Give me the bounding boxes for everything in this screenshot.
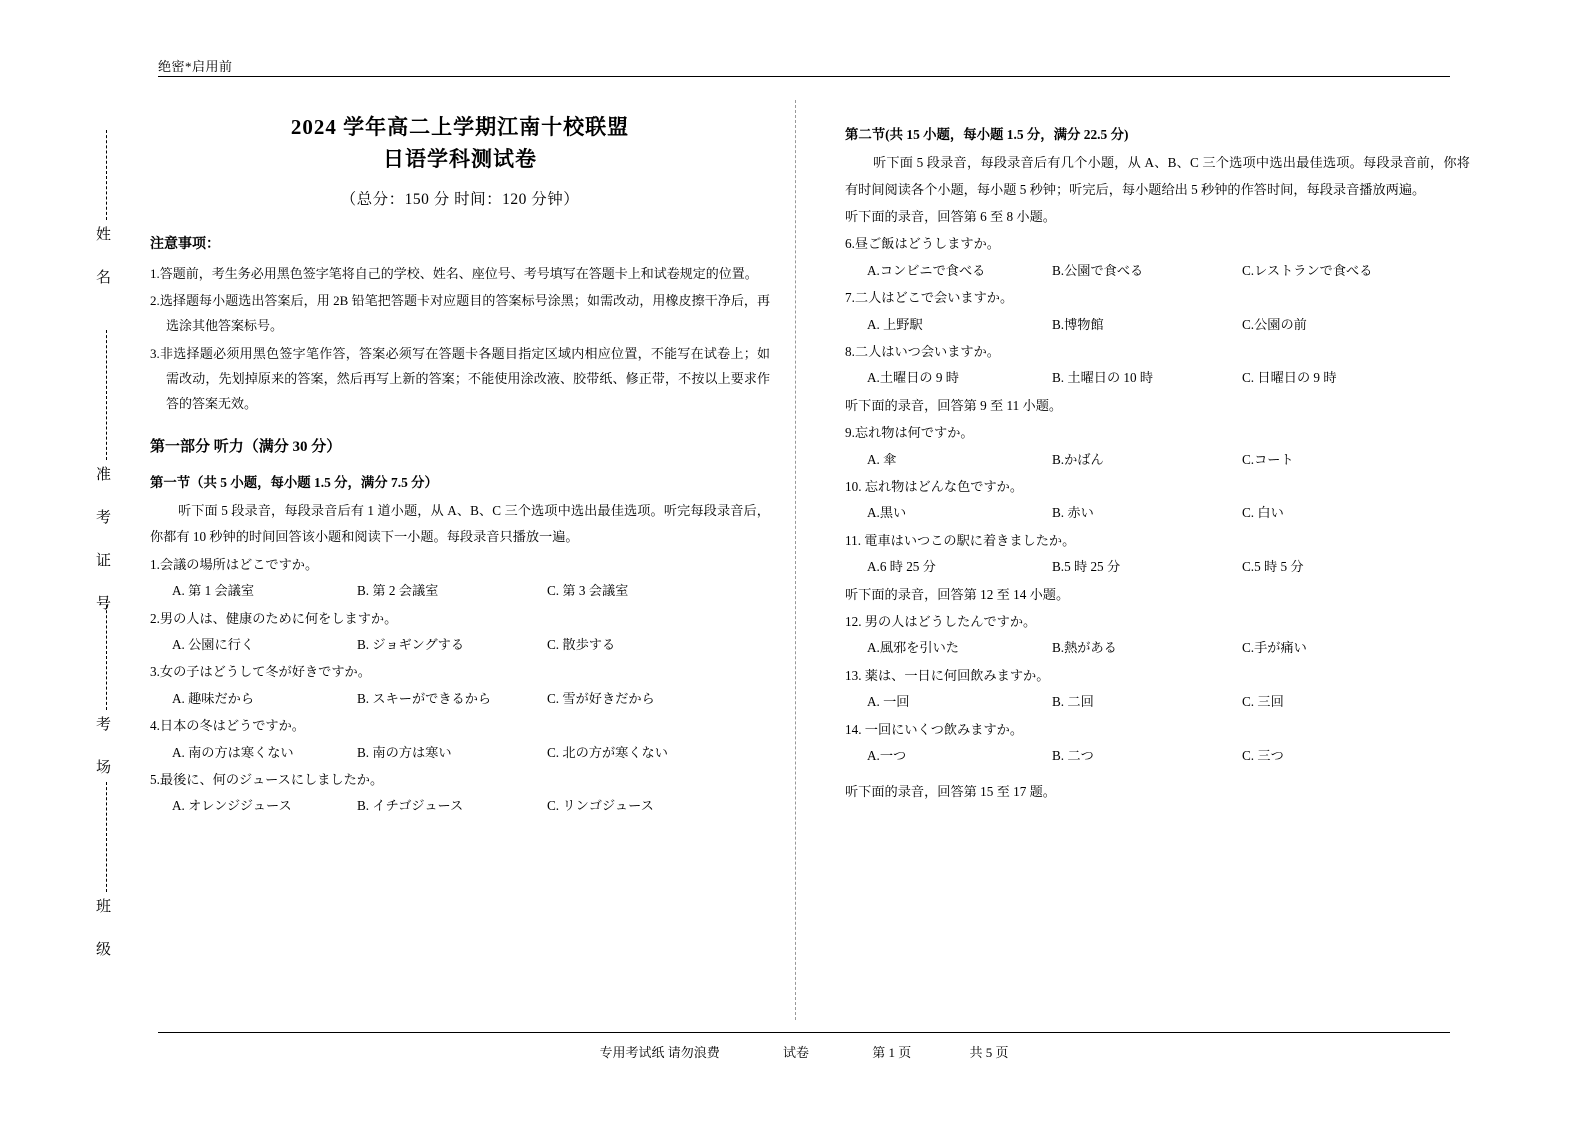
option-c[interactable]: C. 日曜日の 9 時 xyxy=(1242,370,1337,386)
question-options xyxy=(150,632,770,658)
option-c[interactable]: C.レストランで食べる xyxy=(1242,262,1373,278)
seal-label-name: 姓 名 xyxy=(94,226,110,290)
option-c[interactable]: C. 雪が好きだから xyxy=(547,690,655,706)
notice-item: 2.选择题每小题选出答案后，用 2B 铅笔把答题卡对应题目的答案标号涂黑；如需改动，用橡皮擦干净后，再选涂其他答案标号。 xyxy=(150,292,770,334)
question-stem: 5.最後に、何のジュースにしましたか。 xyxy=(150,772,384,788)
question-stem: 14. 一回にいくつ飲みますか。 xyxy=(845,721,1024,737)
question-options xyxy=(845,689,1470,715)
question-options xyxy=(150,686,770,712)
question-options xyxy=(150,740,770,766)
option-c[interactable]: C.5 時 5 分 xyxy=(1242,559,1304,575)
question-options xyxy=(845,258,1470,284)
option-c[interactable]: C.コート xyxy=(1242,451,1294,467)
option-b[interactable]: B. 南の方は寒い xyxy=(357,744,452,760)
option-a[interactable]: A.黒い xyxy=(867,505,907,521)
option-b[interactable]: B.公園で食べる xyxy=(1052,262,1144,278)
question-options xyxy=(150,793,770,819)
option-a[interactable]: A. 趣味だから xyxy=(172,690,255,706)
question-options xyxy=(845,743,1470,769)
question-stem: 11. 電車はいつこの駅に着きましたか。 xyxy=(845,532,1076,548)
question-stem: 12. 男の人はどうしたんですか。 xyxy=(845,614,1037,630)
option-a[interactable]: A.一つ xyxy=(867,748,907,764)
option-c[interactable]: C.手が痛い xyxy=(1242,640,1307,656)
section1-heading: 第一节（共 5 小题，每小题 1.5 分，满分 7.5 分） xyxy=(150,474,438,490)
paper-title-line1: 2024 学年高二上学期江南十校联盟 xyxy=(290,115,630,139)
option-c[interactable]: C. 三回 xyxy=(1242,694,1284,710)
section1-instruction: 听下面 5 段录音，每段录音后有 1 道小题，从 A、B、C 三个选项中选出最佳选项。听完每段录音后，你都有 10 秒钟的时间回答该小题和阅读下一小题。每段录音只播放一遍。 xyxy=(150,502,770,545)
option-b[interactable]: B. 第 2 会議室 xyxy=(357,583,439,599)
seal-strip xyxy=(78,130,118,962)
question-options xyxy=(845,447,1470,473)
option-b[interactable]: B. 二つ xyxy=(1052,748,1094,764)
option-a[interactable]: A.6 時 25 分 xyxy=(867,559,936,575)
option-a[interactable]: A.風邪を引いた xyxy=(867,640,959,656)
option-a[interactable]: A.コンビニで食べる xyxy=(867,262,986,278)
notice-heading: 注意事项： xyxy=(150,237,220,253)
seal-label-exam-number: 准 考 证 号 xyxy=(94,466,110,616)
page-footer xyxy=(158,1042,1450,1061)
question-stem: 7.二人はどこで会いますか。 xyxy=(845,290,1014,306)
footer-divider xyxy=(158,1032,1450,1033)
seal-dash xyxy=(106,130,107,220)
option-a[interactable]: A. オレンジジュース xyxy=(172,798,292,814)
right-column xyxy=(845,100,1470,806)
option-a[interactable]: A. 第 1 会議室 xyxy=(172,583,255,599)
option-b[interactable]: B. イチゴジュース xyxy=(357,798,464,814)
option-b[interactable]: B.博物館 xyxy=(1052,316,1104,332)
section2-instruction: 听下面 5 段录音，每段录音后有几个小题，从 A、B、C 三个选项中选出最佳选项。每段录音前，你将有时间阅读各个小题，每小题 5 秒钟；听完后，每小题给出 5 秒钟的作答时间，每段录音播放两遍。 xyxy=(845,155,1470,197)
footer-note: 专用考试纸 请勿浪费 xyxy=(599,1045,720,1060)
option-c[interactable]: C. 第 3 会議室 xyxy=(547,583,629,599)
header-divider xyxy=(158,76,1450,77)
group-lead: 听下面的录音，回答第 9 至 11 小题。 xyxy=(845,397,1063,413)
footer-kind: 试卷 xyxy=(782,1045,809,1060)
question-stem: 1.会議の場所はどこですか。 xyxy=(150,556,319,572)
question-options xyxy=(845,554,1470,580)
paper-title-line2: 日语学科测试卷 xyxy=(383,146,537,171)
footer-page-number: 第 1 页 xyxy=(872,1045,912,1060)
question-stem: 13. 薬は、一日に何回飲みますか。 xyxy=(845,667,1050,683)
seal-dash xyxy=(106,782,107,892)
option-b[interactable]: B. 赤い xyxy=(1052,505,1094,521)
group-lead: 听下面的录音，回答第 12 至 14 小题。 xyxy=(845,586,1070,602)
option-c[interactable]: C. 三つ xyxy=(1242,748,1284,764)
option-c[interactable]: C. 北の方が寒くない xyxy=(547,744,668,760)
option-a[interactable]: A. 一回 xyxy=(867,694,910,710)
question-stem: 10. 忘れ物はどんな色ですか。 xyxy=(845,479,1024,495)
question-stem: 2.男の人は、健康のために何をしますか。 xyxy=(150,610,398,626)
option-a[interactable]: A.土曜日の 9 時 xyxy=(867,370,959,386)
option-b[interactable]: B.5 時 25 分 xyxy=(1052,559,1121,575)
option-b[interactable]: B. スキーができるから xyxy=(357,690,492,706)
question-options xyxy=(845,312,1470,338)
paper-subtitle: （总分：150 分 时间：120 分钟） xyxy=(340,191,580,208)
seal-dash xyxy=(106,600,107,710)
footer-total-pages: 共 5 页 xyxy=(969,1045,1009,1060)
group-lead: 听下面的录音，回答第 6 至 8 小题。 xyxy=(845,208,1056,224)
question-options xyxy=(845,635,1470,661)
question-stem: 8.二人はいつ会いますか。 xyxy=(845,343,1000,359)
question-options xyxy=(150,578,770,604)
question-stem: 3.女の子はどうして冬が好きですか。 xyxy=(150,664,371,680)
option-a[interactable]: A. 公園に行く xyxy=(172,637,255,652)
question-stem: 4.日本の冬はどうですか。 xyxy=(150,718,305,734)
question-options xyxy=(845,500,1470,526)
option-b[interactable]: B.熱がある xyxy=(1052,640,1117,656)
section2-heading: 第二节(共 15 小题，每小题 1.5 分，满分 22.5 分) xyxy=(845,127,1129,142)
option-a[interactable]: A. 南の方は寒くない xyxy=(172,744,294,760)
column-divider xyxy=(795,100,796,1020)
question-stem: 9.忘れ物は何ですか。 xyxy=(845,425,974,441)
part1-heading: 第一部分 听力（满分 30 分） xyxy=(150,438,342,455)
option-a[interactable]: A. 傘 xyxy=(867,451,897,467)
option-c[interactable]: C. 散歩する xyxy=(547,637,616,652)
option-a[interactable]: A. 上野駅 xyxy=(867,316,923,332)
option-c[interactable]: C.公園の前 xyxy=(1242,316,1307,332)
option-b[interactable]: B. ジョギングする xyxy=(357,637,465,652)
option-c[interactable]: C. リンゴジュース xyxy=(547,798,654,814)
seal-label-class: 班 级 xyxy=(94,898,110,962)
notice-item: 3.非选择题必须用黑色签字笔作答，答案必须写在答题卡各题目指定区域内相应位置，不能写在试卷上；如需改动，先划掉原来的答案，然后再写上新的答案；不能使用涂改液、胶带纸、修正带，不按以上要求作答的答案无效。 xyxy=(150,345,770,412)
question-stem: 6.昼ご飯はどうしますか。 xyxy=(845,236,1000,252)
group-lead: 听下面的录音，回答第 15 至 17 题。 xyxy=(845,784,1056,800)
notice-item: 1.答题前，考生务必用黑色签字笔将自己的学校、姓名、座位号、考号填写在答题卡上和试卷规定的位置。 xyxy=(150,265,758,281)
question-options xyxy=(845,365,1470,391)
option-b[interactable]: B. 土曜日の 10 時 xyxy=(1052,370,1154,386)
seal-dash xyxy=(106,330,107,460)
seal-label-room: 考 场 xyxy=(94,716,110,780)
secret-label: 绝密*启用前 xyxy=(158,59,233,74)
option-b[interactable]: B.かばん xyxy=(1052,451,1104,467)
option-b[interactable]: B. 二回 xyxy=(1052,694,1094,710)
option-c[interactable]: C. 白い xyxy=(1242,505,1284,521)
left-column xyxy=(150,100,770,820)
